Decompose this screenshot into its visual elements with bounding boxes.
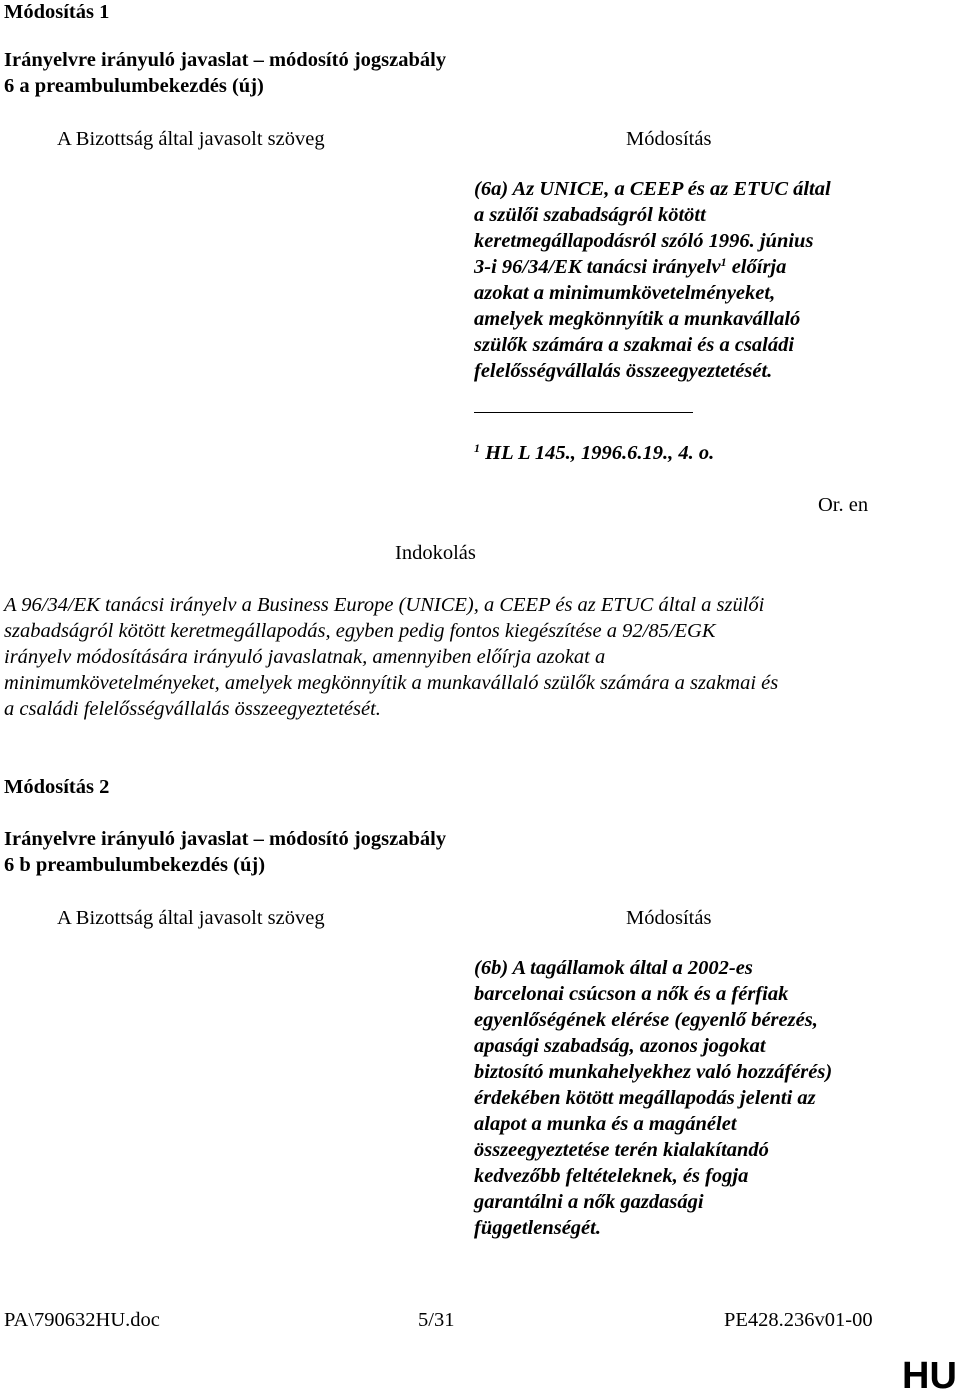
amendment-2-recital: 6 b preambulumbekezdés (új) <box>4 854 266 876</box>
amendment-2-commission-text-header: A Bizottság által javasolt szöveg <box>57 907 325 929</box>
amendment-2-subtitle: Irányelvre irányuló javaslat – módosító jogszabály <box>4 828 447 850</box>
amendment-1-recital: 6 a preambulumbekezdés (új) <box>4 75 264 97</box>
amendment-2-text-line: (6b) A tagállamok által a 2002-es <box>474 957 753 979</box>
amendment-1-text-line: a szülői szabadságról kötött <box>474 204 706 226</box>
footnote <box>474 440 714 466</box>
amendment-1-text-line: azokat a minimumkövetelményeket, <box>474 282 776 304</box>
amendment-1-text-line: keretmegállapodásról szóló 1996. június <box>474 230 814 252</box>
footer-pe-reference: PE428.236v01-00 <box>724 1309 873 1331</box>
amendment-1-title: Módosítás 1 <box>4 1 110 23</box>
amendment-2-text-line: alapot a munka és a magánélet <box>474 1113 737 1135</box>
amendment-2-text-line: összeegyeztetése terén kialakítandó <box>474 1139 769 1161</box>
justification-text <box>4 592 884 722</box>
footer-language-code: HU <box>902 1355 957 1397</box>
amendment-2-text <box>474 955 894 1241</box>
amendment-1-text-line: felelősségvállalás összeegyeztetését. <box>474 360 773 382</box>
justification-line: szabadságról kötött keretmegállapodás, egyben pedig fontos kiegészítése a 92/85/EGK <box>4 620 716 642</box>
amendment-2-text-line: kedvezőbb feltételeknek, és fogja <box>474 1165 749 1187</box>
amendment-1-text-line: amelyek megkönnyítik a munkavállaló <box>474 308 801 330</box>
amendment-1-subtitle: Irányelvre irányuló javaslat – módosító jogszabály <box>4 49 447 71</box>
amendment-1-text-line-with-footnote: 3-i 96/34/EK tanácsi irányelv$^1$ előírja <box>474 255 787 278</box>
footnote-separator <box>474 412 693 413</box>
amendment-2-text-line: egyenlőségének elérése (egyenlő bérezés, <box>474 1009 818 1031</box>
amendment-2-text-line: barcelonai csúcson a nők és a férfiak <box>474 983 789 1005</box>
justification-line: A 96/34/EK tanácsi irányelv a Business Europe (UNICE), a CEEP és az ETUC által a szülői <box>4 594 765 616</box>
footer-page-number: 5/31 <box>418 1309 455 1331</box>
amendment-2-text-line: apasági szabadság, azonos jogokat <box>474 1035 766 1057</box>
amendment-2-text-line: garantálni a nők gazdasági <box>474 1191 704 1213</box>
justification-line: minimumkövetelményeket, amelyek megkönnyítik a munkavállaló szülők számára a szakmai és <box>4 672 779 694</box>
amendment-1-text-line: szülők számára a szakmai és a családi <box>474 334 795 356</box>
amendment-1-text-line: (6a) Az UNICE, a CEEP és az ETUC által <box>474 178 831 200</box>
footnote-reference: 1 <box>720 255 727 269</box>
justification-line: irányelv módosítására irányuló javaslatnak, amennyiben előírja azokat a <box>4 646 606 668</box>
justification-heading: Indokolás <box>395 542 476 564</box>
footnote-number: 1 <box>474 441 480 455</box>
amendment-1-text <box>474 176 894 384</box>
footer-doc-reference: PA\790632HU.doc <box>4 1309 160 1331</box>
amendment-2-text-line: érdekében kötött megállapodás jelenti az <box>474 1087 816 1109</box>
amendment-2-text-line: függetlenségét. <box>474 1217 601 1239</box>
amendment-2-text-line: biztosító munkahelyekhez való hozzáférés) <box>474 1061 833 1083</box>
footnote-text: HL L 145., 1996.6.19., 4. o. <box>485 442 715 464</box>
amendment-2-title: Módosítás 2 <box>4 776 110 798</box>
amendment-1-commission-text-header: A Bizottság által javasolt szöveg <box>57 128 325 150</box>
amendment-2-amendment-header: Módosítás <box>626 907 712 929</box>
original-language: Or. en <box>818 494 869 516</box>
amendment-1-amendment-header: Módosítás <box>626 128 712 150</box>
justification-line: a családi felelősségvállalás összeegyeztetését. <box>4 698 381 720</box>
